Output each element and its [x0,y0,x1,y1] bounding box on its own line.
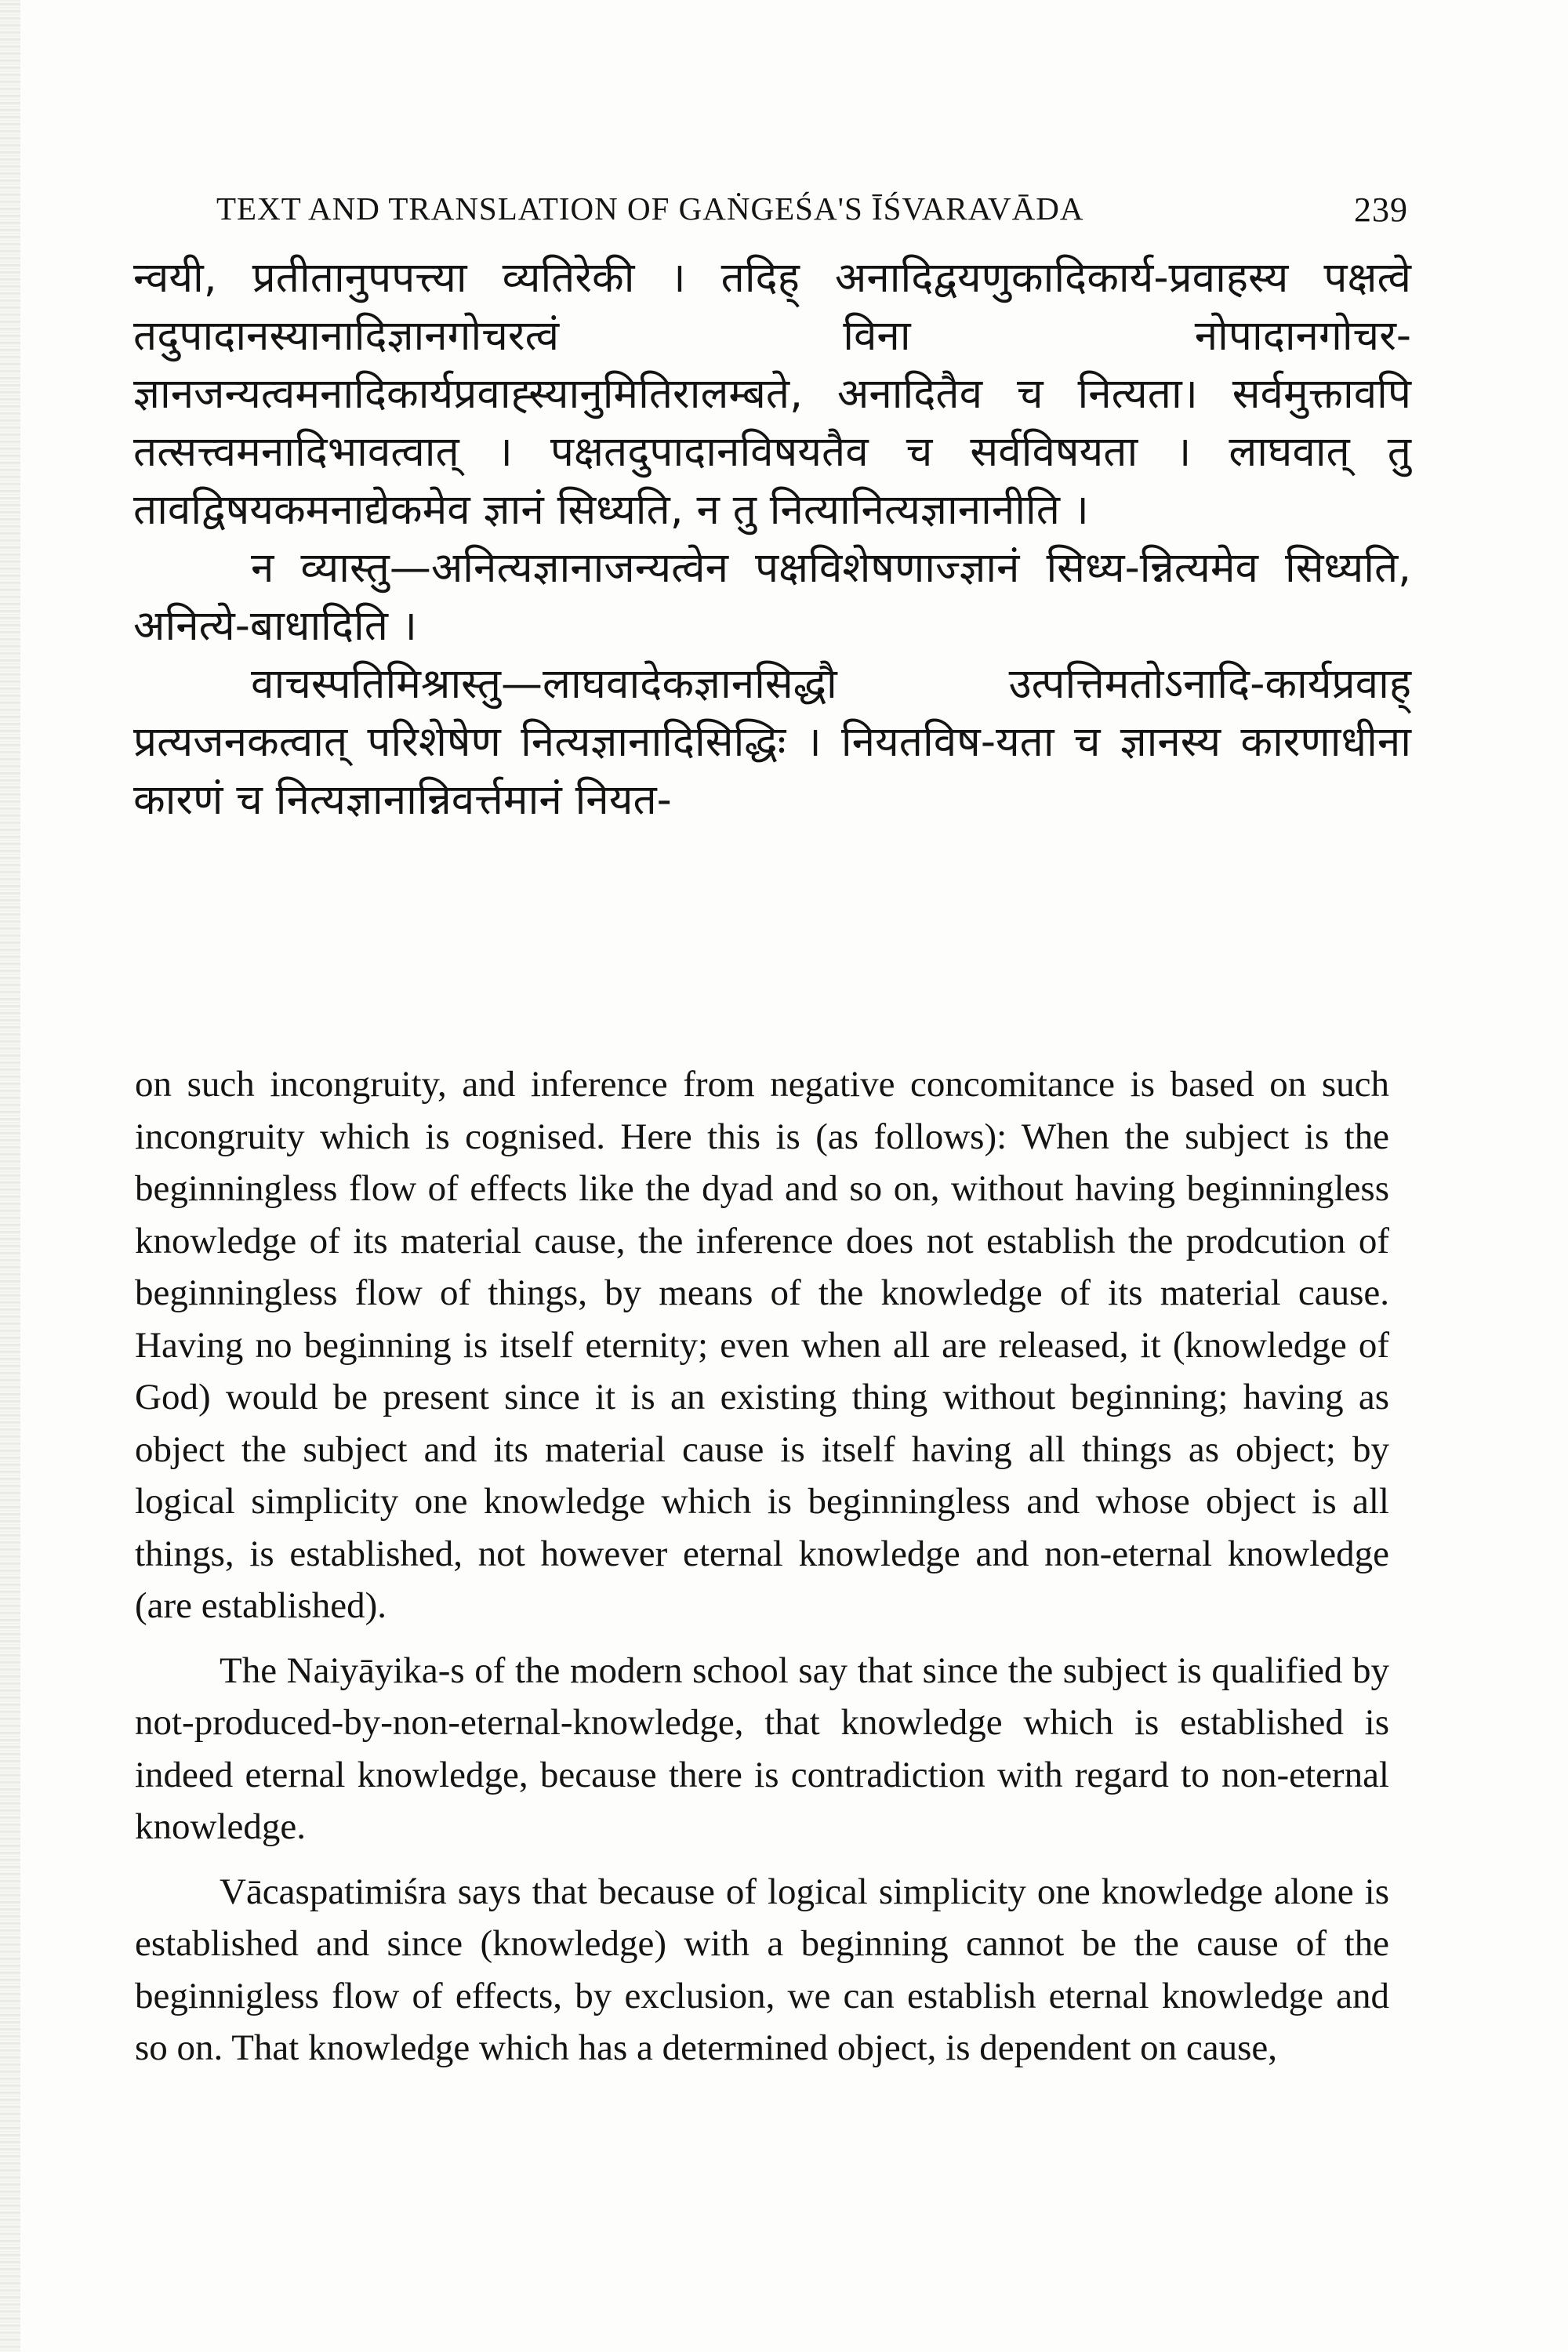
page-number: 239 [1354,191,1408,229]
translation-paragraph: on such incongruity, and inference from negative concomitance is based on such incongruity which is cognised. Here this is (as follows): When the subject is the beginningless flow of effects like the dyad and so on, without having beginningless knowledge of its material cause, the inference does not establish the prodcution of beginningless flow of things, by means of the knowledge of its material cause. Having no beginning is itself eternity; even when all are released, it (knowledge of God) would be present since it is an existing thing without beginning; having as object the subject and its material cause is itself having all things as object; by logical simplicity one knowledge which is beginningless and whose object is all things, is established, not however eternal knowledge and non-eternal knowledge (are established). [135,1064,1389,1626]
translation-paragraph: The Naiyāyika-s of the modern school say that since the subject is qualified by not-produced-by-non-eternal-knowledge, that knowledge which is established is indeed eternal knowledge, because there is contradiction with regard to non-eternal knowledge. [135,1650,1389,1847]
scan-edge-decoration [0,0,20,2352]
translation-paragraph: Vācaspatimiśra says that because of logical simplicity one knowledge alone is established and since (knowledge) with a beginning cannot be the cause of the beginnigless flow of effects, by exclusion, we can establish eternal knowledge and so on. That knowledge which has a determined object, is dependent on cause, [135,1871,1389,2068]
sanskrit-paragraph: न्वयी, प्रतीतानुपपत्त्या व्यतिरेकी । तदिह् अनादिद्वयणुकादिकार्य-प्रवाहस्य पक्षत्वे तदुपादानस्यानादिज्ञानगोचरत्वं विना नोपादानगोचर-ज्ञानजन्यत्वमनादिकार्यप्रवाह्स्यानुमितिरालम्बते, अनादितैव च नित्यता। सर्वमुक्तावपि तत्सत्त्वमनादिभावत्वात् । पक्षतदुपादानविषयतैव च सर्वविषयता । लाघवात् तु तावद्विषयकमनाद्येकमेव ज्ञानं सिध्यति, न तु नित्यानित्यज्ञानानीति । [133,254,1411,534]
running-title: TEXT AND TRANSLATION OF GAṄGEŚA'S ĪŚVARAVĀDA [216,191,1084,227]
sanskrit-paragraph: वाचस्पतिमिश्रास्तु—लाघवादेकज्ञानसिद्धौ उत्पत्तिमतोऽनादि-कार्यप्रवाह् प्रत्यजनकत्वात् परिशेषेण नित्यज्ञानादिसिद्धिः । नियतविष-यता च ज्ञानस्य कारणाधीना कारणं च नित्यज्ञानान्निवर्त्तमानं नियत- [133,660,1411,824]
running-head [216,182,1408,232]
sanskrit-paragraph: न व्यास्तु—अनित्यज्ञानाजन्यत्वेन पक्षविशेषणाज्ज्ञानं सिध्य-न्नित्यमेव सिध्यति, अनित्ये-बाधादिति । [133,544,1411,650]
english-translation [135,1058,1389,2074]
sanskrit-text [133,249,1411,829]
